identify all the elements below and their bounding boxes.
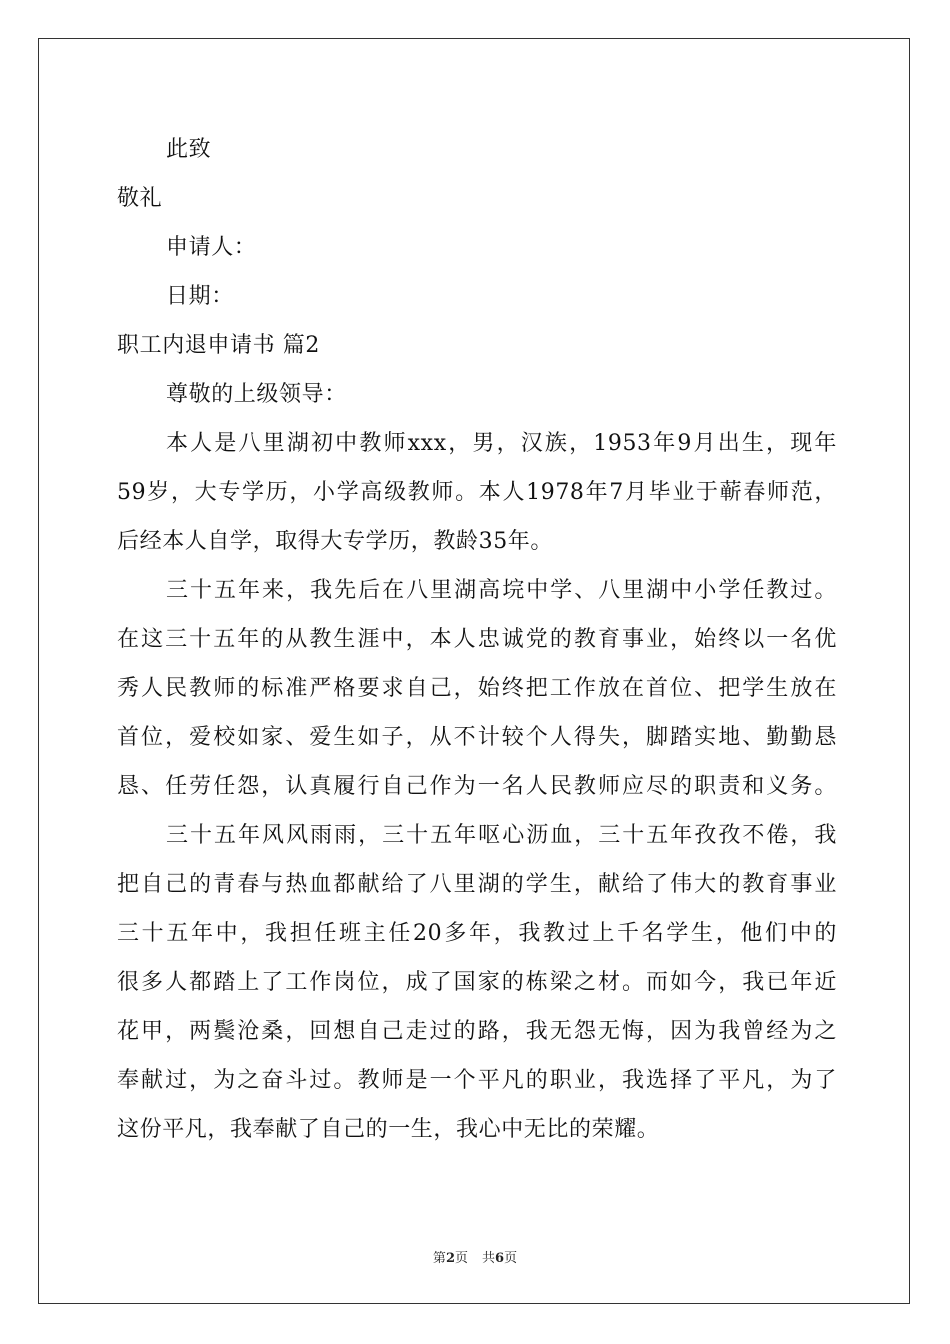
text-line: 后经本人自学，取得大专学历，教龄35年。 <box>117 529 553 554</box>
page-footer <box>0 1247 950 1266</box>
page-prefix: 第 <box>432 1251 446 1266</box>
total-page-number: 6 <box>495 1251 505 1266</box>
text-line: 奉献过，为之奋斗过。教师是一个平凡的职业，我选择了平凡，为了 <box>117 1068 837 1093</box>
text-line: 在这三十五年的从教生涯中，本人忠诚党的教育事业，始终以一名优 <box>117 627 837 652</box>
text-line: 敬礼 <box>117 186 163 211</box>
total-prefix: 共 <box>482 1251 496 1266</box>
page-suffix: 页 <box>454 1251 468 1266</box>
text-line: 首位，爱校如家、爱生如子，从不计较个人得失，脚踏实地、勤勤恳 <box>117 725 837 750</box>
text-line: 本人是八里湖初中教师xxx，男，汉族，1953年9月出生，现年 <box>166 431 837 456</box>
text-line: 三十五年中，我担任班主任20多年，我教过上千名学生，他们中的 <box>117 921 837 946</box>
text-line: 花甲，两鬓沧桑，回想自己走过的路，我无怨无悔，因为我曾经为之 <box>117 1019 837 1044</box>
text-line: 恳、任劳任怨，认真履行自己作为一名人民教师应尽的职责和义务。 <box>117 774 837 799</box>
text-line: 申请人： <box>166 235 257 260</box>
total-suffix: 页 <box>504 1251 518 1266</box>
section-heading: 职工内退申请书 篇2 <box>117 333 320 358</box>
text-line: 这份平凡，我奉献了自己的一生，我心中无比的荣耀。 <box>117 1117 660 1142</box>
text-line: 三十五年风风雨雨，三十五年呕心沥血，三十五年孜孜不倦，我 <box>166 823 837 848</box>
text-line: 日期： <box>166 284 234 309</box>
text-line: 把自己的青春与热血都献给了八里湖的学生，献给了伟大的教育事业 <box>117 872 837 897</box>
text-line: 秀人民教师的标准严格要求自己，始终把工作放在首位、把学生放在 <box>117 676 837 701</box>
text-line: 此致 <box>166 137 212 162</box>
salutation: 尊敬的上级领导： <box>166 382 347 407</box>
current-page-number: 2 <box>445 1251 455 1266</box>
text-line: 59岁，大专学历，小学高级教师。本人1978年7月毕业于蕲春师范， <box>117 480 837 505</box>
document-body <box>117 125 837 1154</box>
text-line: 很多人都踏上了工作岗位，成了国家的栋梁之材。而如今，我已年近 <box>117 970 837 995</box>
text-line: 三十五年来，我先后在八里湖高垸中学、八里湖中小学任教过。 <box>166 578 837 603</box>
